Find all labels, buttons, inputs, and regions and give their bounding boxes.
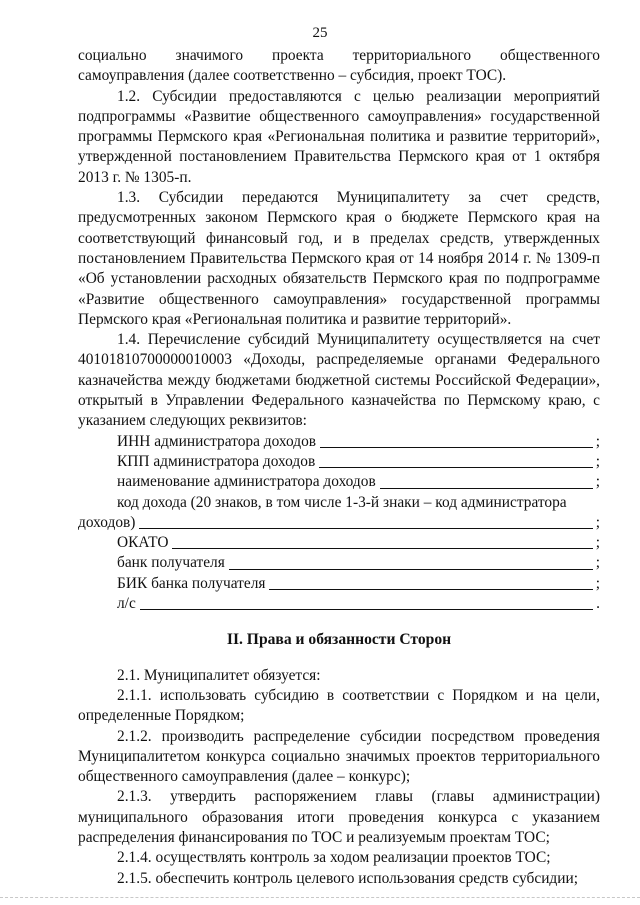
field-kpp-punct: ; bbox=[595, 452, 600, 470]
field-income-code-punct: ; bbox=[595, 513, 600, 531]
field-kpp-label: КПП администратора доходов bbox=[117, 452, 316, 470]
paragraph-2-1-5: 2.1.5. обеспечить контроль целевого использования средств субсидии; bbox=[117, 869, 579, 887]
field-kpp bbox=[78, 452, 600, 472]
page-number: 25 bbox=[312, 25, 328, 41]
field-bik-label: БИК банка получателя bbox=[117, 574, 266, 592]
paragraph-1-3: 1.3. Субсидии передаются Муниципалитету за счет средств, предусмотренных законом Пермского края о бюджете Пермского края на соответствующий финансовый год, и в пределах средств, утвержденных постановлением Правительства Пермского края от 14 ноября 2014 г. № 1309-п «Об установлении расходных обязательств Пермского края по подпрограмме «Развитие общественного самоуправления» государственной программы Пермского края «Региональная политика и развитие территорий». bbox=[78, 189, 600, 328]
field-bank bbox=[78, 553, 600, 573]
field-admin-name-blank-line bbox=[380, 487, 593, 489]
section-heading: II. Права и обязанности Сторон bbox=[226, 631, 452, 649]
field-admin-name-punct: ; bbox=[595, 473, 600, 491]
paragraph-2-1: 2.1. Муниципалитет обязуется: bbox=[117, 666, 321, 684]
field-account-punct: . bbox=[596, 595, 600, 613]
paragraph-1-2: 1.2. Субсидии предоставляются с целью реализации мероприятий подпрограммы «Развитие общественного самоуправления» государственной программы Пермского края «Региональная политика и развитие территорий», утвержденной постановлением Правительства Пермского края от 1 октября 2013 г. № 1305-п. bbox=[78, 87, 600, 186]
field-okato bbox=[78, 533, 600, 553]
field-income-code-label: доходов) bbox=[78, 513, 136, 531]
field-income-code bbox=[78, 513, 600, 533]
field-inn-blank-line bbox=[320, 446, 593, 448]
field-bank-punct: ; bbox=[595, 554, 600, 572]
paragraph-intro: социально значимого проекта территориального общественного самоуправления (далее соответственно – субсидия, проект ТОС). bbox=[78, 47, 600, 85]
paragraph-1-4: 1.4. Перечисление субсидий Муниципалитету осуществляется на счет 40101810700000010003 «Доходы, распределяемые органами Федерального казначейства между бюджетами бюджетной системы Российской Федерации», открытый в Управлении Федерального казначейства по Пермскому краю, с указанием следующих реквизитов: bbox=[78, 331, 600, 430]
field-inn bbox=[78, 432, 600, 452]
field-admin-name-label: наименование администратора доходов bbox=[117, 473, 376, 491]
field-account bbox=[78, 594, 600, 614]
field-bank-label: банк получателя bbox=[117, 554, 225, 572]
paragraph-2-1-2: 2.1.2. производить распределение субсидии посредством проведения Муниципалитетом конкурса социально значимых проектов территориального общественного самоуправления (далее – конкурс); bbox=[78, 727, 600, 786]
field-bik-blank-line bbox=[269, 588, 592, 590]
field-admin-name bbox=[78, 472, 600, 492]
paragraph-2-1-3: 2.1.3. утвердить распоряжением главы (главы администрации) муниципального образования итоги проведения конкурса с указанием распределения финансирования по ТОС и реализуемым проектам ТОС; bbox=[78, 788, 600, 846]
paragraph-2-1-4: 2.1.4. осуществлять контроль за ходом реализации проектов ТОС; bbox=[117, 849, 551, 867]
field-bik-punct: ; bbox=[595, 574, 600, 592]
field-account-label: л/с bbox=[117, 595, 136, 613]
field-bank-blank-line bbox=[229, 568, 593, 570]
document-body bbox=[78, 46, 600, 889]
field-bik bbox=[78, 574, 600, 594]
field-okato-punct: ; bbox=[595, 534, 600, 552]
field-income-code-blank-line bbox=[139, 527, 592, 529]
field-kpp-blank-line bbox=[319, 466, 593, 468]
scan-bottom-edge bbox=[0, 897, 640, 899]
paragraph-2-1-1: 2.1.1. использовать субсидию в соответствии с Порядком и на цели, определенные Порядком; bbox=[78, 686, 600, 725]
field-account-blank-line bbox=[140, 608, 593, 610]
field-inn-label: ИНН администратора доходов bbox=[117, 432, 317, 450]
field-income-code-text: код дохода (20 знаков, в том числе 1-3-й знаки – код администратора bbox=[117, 493, 567, 511]
field-okato-blank-line bbox=[172, 547, 592, 549]
field-okato-label: ОКАТО bbox=[117, 534, 169, 552]
field-inn-punct: ; bbox=[595, 432, 600, 450]
